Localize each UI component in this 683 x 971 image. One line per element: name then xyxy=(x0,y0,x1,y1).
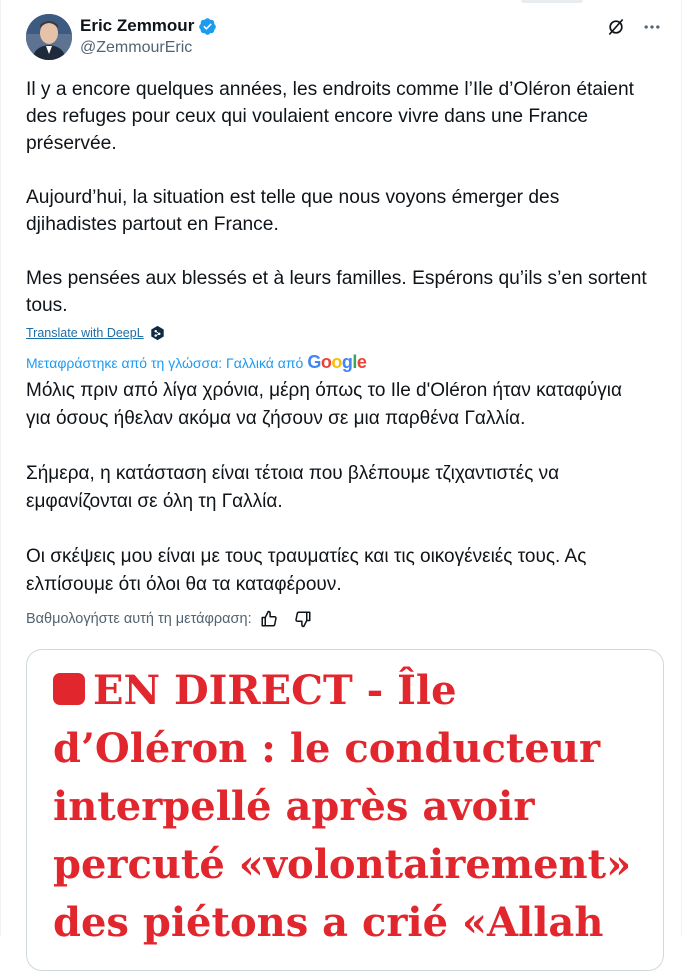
author-names xyxy=(80,16,217,57)
thumbs-down-icon[interactable] xyxy=(294,610,312,628)
google-logo: Google xyxy=(307,352,367,372)
thumbs-up-icon[interactable] xyxy=(260,610,278,628)
headline-line-5: des piétons a crié «Allah xyxy=(53,899,604,946)
tweet-paragraph: Aujourd’hui, la situation est telle que nous voyons émerger des djihadistes partout en France. xyxy=(26,187,560,235)
headline-line-2: d’Oléron : le conducteur xyxy=(53,725,601,772)
translation-paragraph: Σήμερα, η κατάσταση είναι τέτοια που βλέπουμε τζιχαντιστές να εμφανίζονται σε όλη τη Γαλλία. xyxy=(26,463,560,512)
tweet-paragraph: Il y a encore quelques années, les endroits comme l’Ile d’Oléron étaient des refuges pour ceux qui voulaient encore vivre dans une France préservée. xyxy=(26,79,634,154)
rate-translation xyxy=(26,610,312,628)
translation-paragraph: Μόλις πριν από λίγα χρόνια, μέρη όπως το Ile d'Oléron ήταν καταφύγια για όσους ήθελαν ακόμα να ζήσουν σε μια παρθένα Γαλλία. xyxy=(26,380,623,429)
tweet-paragraph: Mes pensées aux blessés et à leurs familles. Espérons qu’ils s’en sortent tous. xyxy=(26,268,647,316)
more-icon[interactable] xyxy=(641,16,663,38)
translate-deepl-link[interactable] xyxy=(26,325,165,341)
author-handle[interactable]: @ZemmourEric xyxy=(80,39,193,56)
author-name[interactable]: Eric Zemmour xyxy=(80,16,195,35)
grok-icon[interactable] xyxy=(605,16,627,38)
headline-line-4: percuté «volontairement» xyxy=(53,841,632,888)
deepl-icon xyxy=(150,325,165,341)
right-divider xyxy=(681,0,682,936)
headline-line-3: interpellé après avoir xyxy=(53,783,535,830)
live-square-icon xyxy=(53,673,85,705)
media-headline xyxy=(53,662,653,952)
rate-translation-label: Βαθμολογήστε αυτή τη μετάφραση: xyxy=(26,611,252,627)
translation-notice xyxy=(26,352,366,373)
headline-line-1: EN DIRECT - Île xyxy=(53,662,653,720)
translated-text xyxy=(26,377,658,599)
translation-notice-text: Μεταφράστηκε από τη γλώσσα: Γαλλικά από xyxy=(26,354,304,371)
tweet-header xyxy=(26,14,663,62)
deepl-label: Translate with DeepL xyxy=(26,326,144,340)
verified-badge-icon xyxy=(198,17,217,36)
left-divider xyxy=(0,0,1,936)
media-card[interactable] xyxy=(26,649,664,971)
top-handle xyxy=(521,0,583,3)
tweet-text xyxy=(26,76,658,319)
avatar[interactable] xyxy=(26,14,72,60)
translation-paragraph: Οι σκέψεις μου είναι με τους τραυματίες και τις οικογένειές τους. Ας ελπίσουμε ότι όλοι θα τα καταφέρουν. xyxy=(26,546,587,595)
